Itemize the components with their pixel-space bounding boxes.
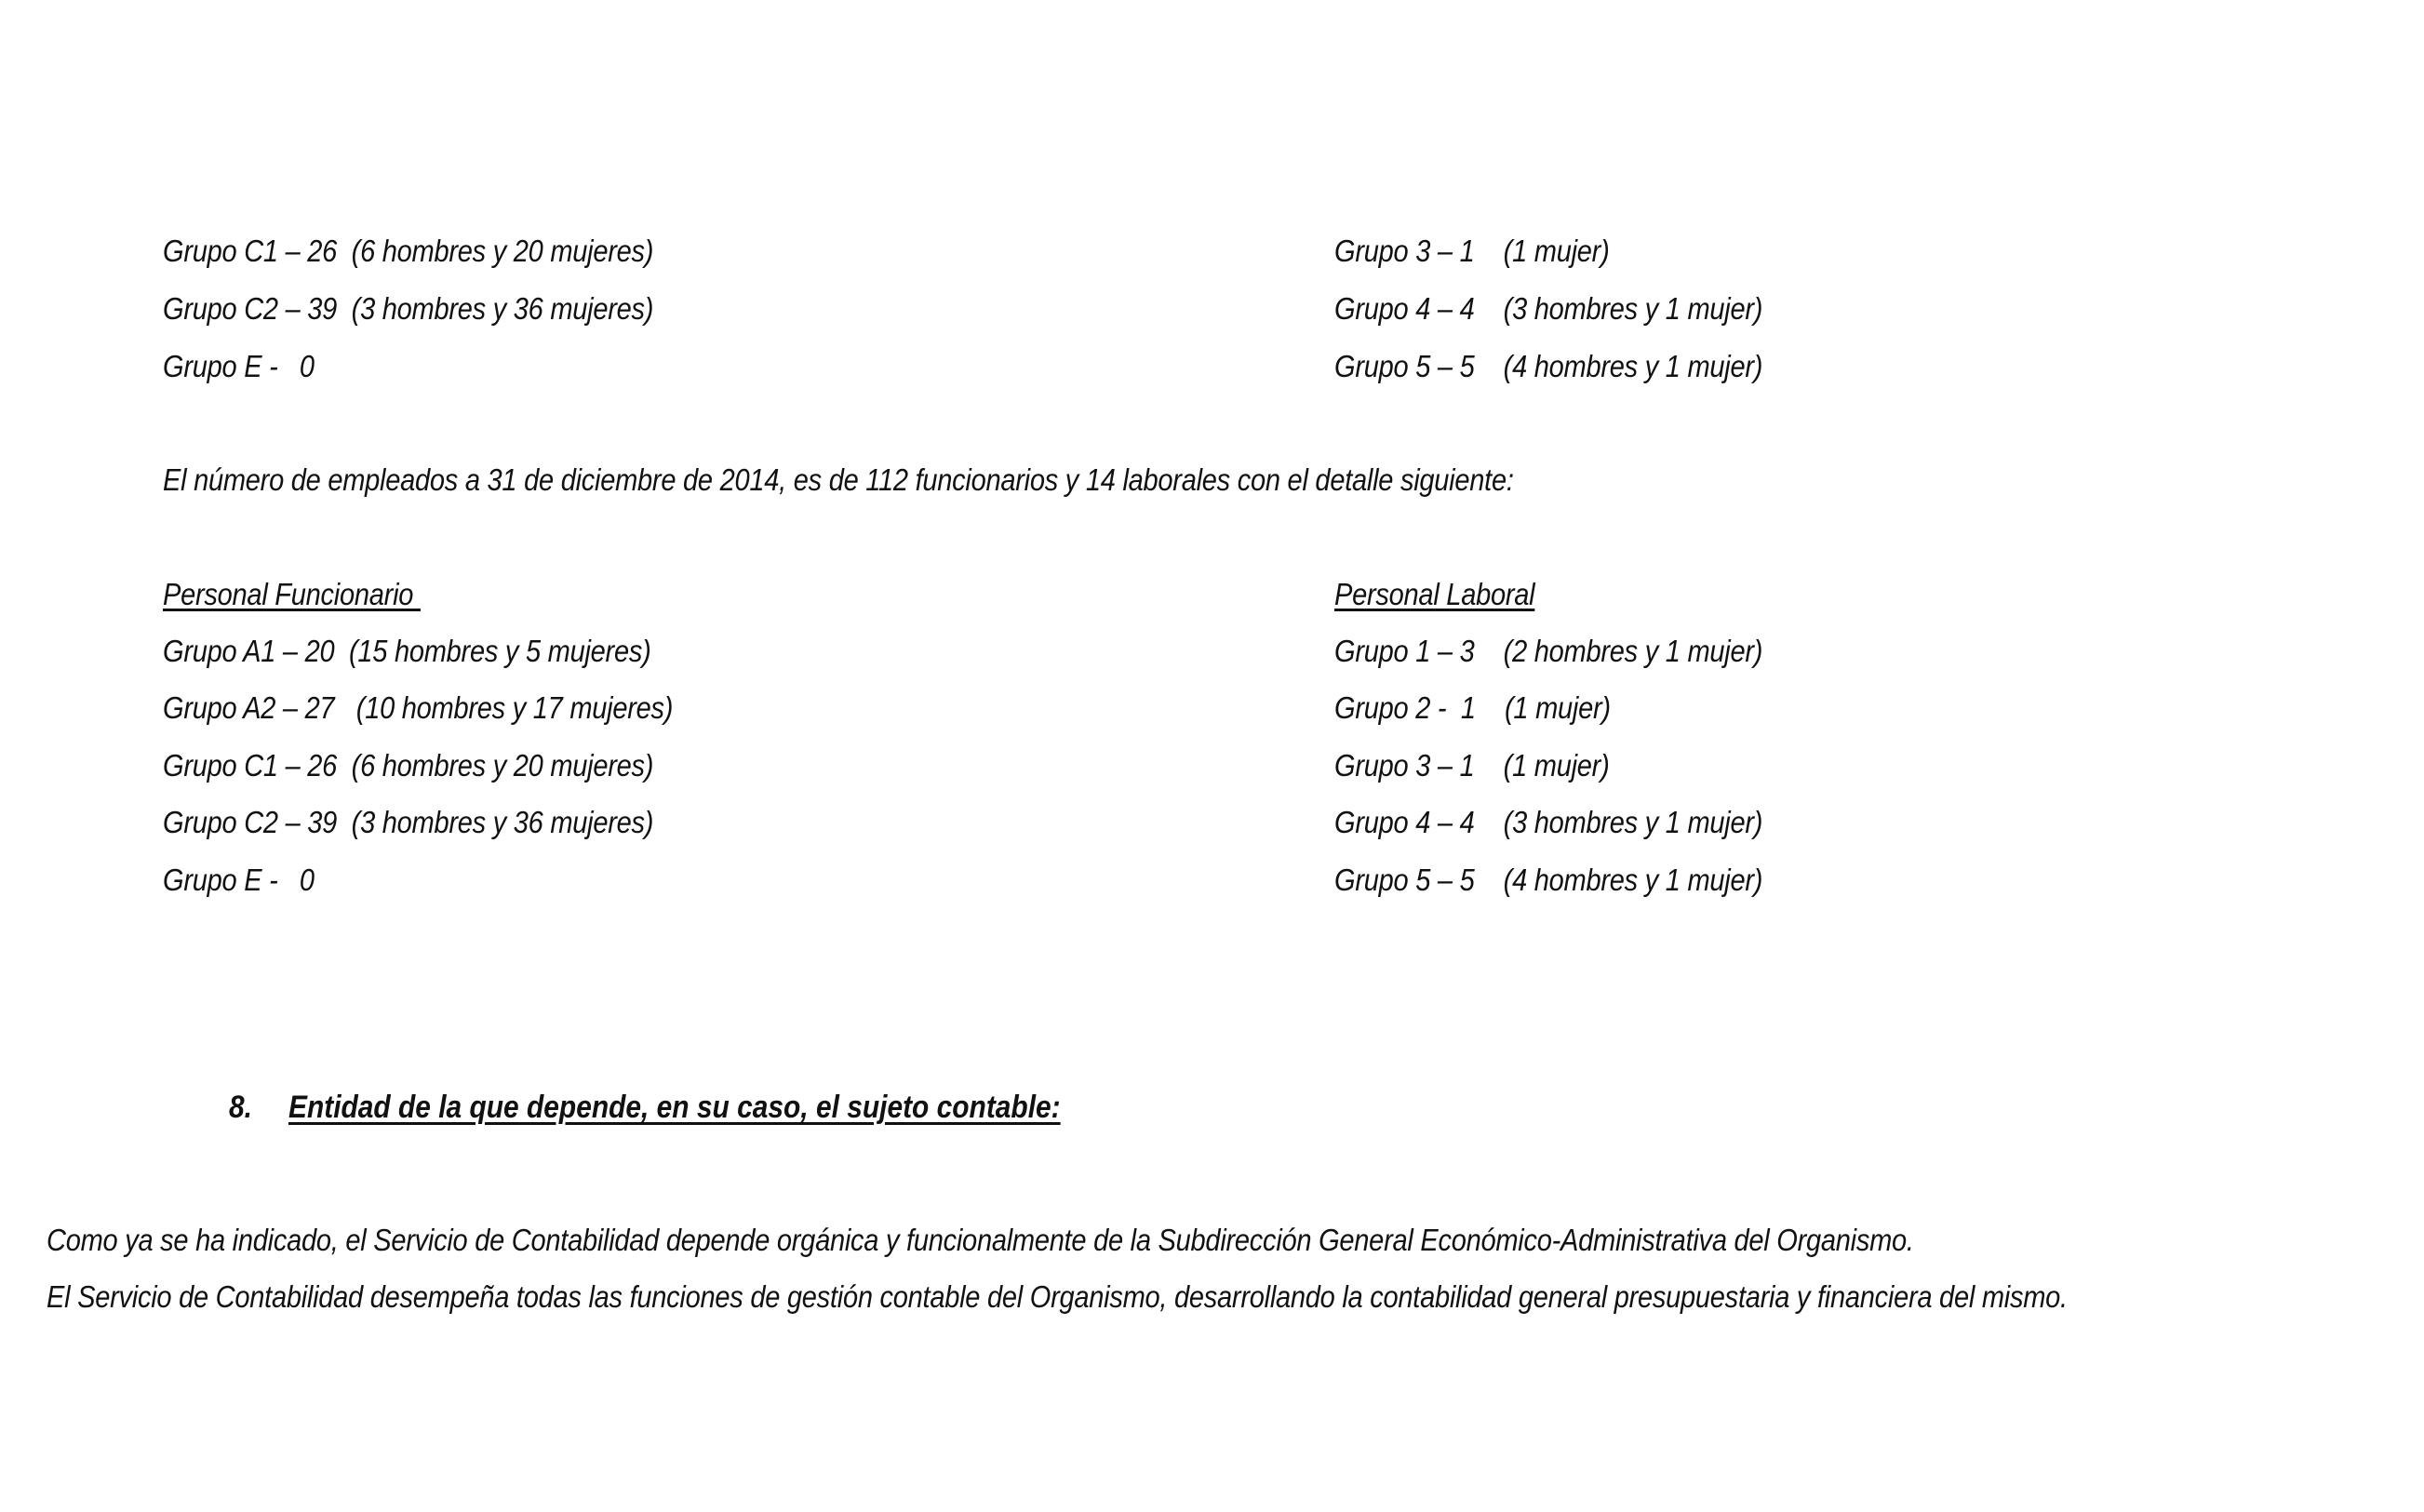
laboral-title: Personal Laboral xyxy=(1334,577,1535,611)
top-right-line: Grupo 5 – 5 (4 hombres y 1 mujer) xyxy=(1334,349,1763,383)
funcionario-item: Grupo C1 – 26 (6 hombres y 20 mujeres) xyxy=(163,748,654,783)
funcionario-item: Grupo A1 – 20 (15 hombres y 5 mujeres) xyxy=(163,634,651,668)
section-paragraph: Como ya se ha indicado, el Servicio de Contabilidad depende orgánica y funcionalmente de la Subdirección General Económico-Administrativa del Organismo. xyxy=(47,1223,1914,1257)
section-paragraph: El Servicio de Contabilidad desempeña todas las funciones de gestión contable del Organismo, desarrollando la contabilidad general presupuestaria y financiera del mismo. xyxy=(47,1279,2068,1314)
top-left-line: Grupo E - 0 xyxy=(163,349,315,383)
funcionario-item: Grupo A2 – 27 (10 hombres y 17 mujeres) xyxy=(163,690,674,725)
laboral-item: Grupo 3 – 1 (1 mujer) xyxy=(1334,748,1610,783)
top-left-line: Grupo C1 – 26 (6 hombres y 20 mujeres) xyxy=(163,234,654,268)
laboral-item: Grupo 1 – 3 (2 hombres y 1 mujer) xyxy=(1334,634,1763,668)
funcionario-title: Personal Funcionario xyxy=(163,577,421,611)
top-left-line: Grupo C2 – 39 (3 hombres y 36 mujeres) xyxy=(163,291,654,326)
laboral-item: Grupo 5 – 5 (4 hombres y 1 mujer) xyxy=(1334,863,1763,897)
top-right-line: Grupo 3 – 1 (1 mujer) xyxy=(1334,234,1610,268)
section-number: 8. xyxy=(229,1090,252,1125)
intro-sentence: El número de empleados a 31 de diciembre de 2014, es de 112 funcionarios y 14 laborales con el detalle siguiente: xyxy=(163,462,1514,497)
laboral-item: Grupo 4 – 4 (3 hombres y 1 mujer) xyxy=(1334,805,1763,839)
section-title: Entidad de la que depende, en su caso, el sujeto contable: xyxy=(288,1090,1061,1125)
top-right-line: Grupo 4 – 4 (3 hombres y 1 mujer) xyxy=(1334,291,1763,326)
funcionario-item: Grupo E - 0 xyxy=(163,863,315,897)
funcionario-item: Grupo C2 – 39 (3 hombres y 36 mujeres) xyxy=(163,805,654,839)
laboral-item: Grupo 2 - 1 (1 mujer) xyxy=(1334,690,1611,725)
